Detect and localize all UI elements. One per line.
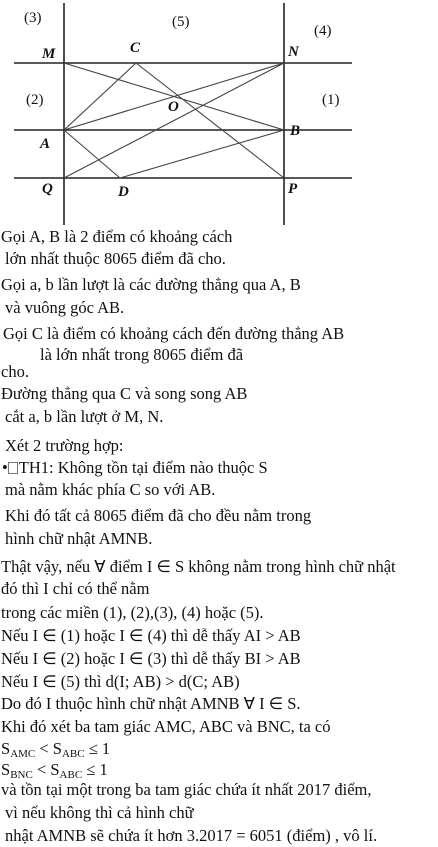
inequality-bnc (1, 760, 108, 779)
text-line-15: Thật vậy, nếu ∀ điểm I ∈ S không nằm trong hình chữ nhật (1, 557, 396, 576)
point-label-b: B (290, 123, 301, 139)
text-line-19: Nếu I ∈ (2) hoặc I ∈ (3) thì dễ thấy BI > AB (1, 649, 301, 668)
text-line-17: trong các miền (1), (2),(3), (4) hoặc (5). (1, 603, 264, 622)
inequality-amc (1, 739, 110, 758)
point-label-a: A (40, 136, 51, 152)
less-than-s: < S (35, 739, 62, 758)
text-line-21: Do đó I thuộc hình chữ nhật AMNB ∀ I ∈ S. (1, 694, 301, 713)
area-symbol: S (1, 760, 11, 779)
text-line-2: lớn nhất thuộc 8065 điểm đã cho. (5, 249, 226, 268)
text-line-16: đó thì I chỉ có thể nằm (1, 579, 150, 598)
point-label-m: M (42, 46, 56, 62)
text-line-18: Nếu I ∈ (1) hoặc I ∈ (4) thì dễ thấy AI > AB (1, 626, 301, 645)
text-line-20: Nếu I ∈ (5) thì d(I; AB) > d(C; AB) (1, 672, 240, 691)
text-line-27: nhật AMNB sẽ chứa ít hơn 3.2017 = 6051 (điểm) , vô lí. (5, 826, 378, 845)
text-line-10: Xét 2 trường hợp: (5, 436, 124, 455)
text-line-7: cho. (1, 362, 29, 381)
text-line-12: mà nằm khác phía C so với AB. (5, 480, 216, 499)
segment-c-a (64, 63, 136, 130)
text-line-5: Gọi C là điểm có khoảng cách đến đường thẳng AB (3, 324, 345, 343)
text-line-14: hình chữ nhật AMNB. (5, 529, 153, 548)
point-label-d: D (118, 184, 129, 200)
segment-c-p (136, 63, 284, 178)
point-label-o: O (168, 99, 179, 115)
region-label-4: (4) (314, 23, 332, 39)
region-label-3: (3) (24, 10, 42, 26)
region-label-1: (1) (322, 92, 340, 108)
checkbox-glyph (8, 462, 18, 474)
text-line-13: Khi đó tất cả 8065 điểm đã cho đều nằm trong (5, 506, 312, 525)
le-one: ≤ 1 (82, 760, 108, 779)
subscript-bnc: BNC (10, 769, 33, 781)
subscript-abc: ABC (61, 748, 85, 760)
segment-d-b (120, 130, 284, 178)
text-line-3: Gọi a, b lần lượt là các đường thẳng qua A, B (1, 275, 301, 294)
point-label-p: P (288, 181, 298, 197)
geometry-figure (0, 0, 438, 228)
point-label-n: N (288, 44, 299, 60)
bullet: • (2, 458, 8, 477)
text-line-4: và vuông góc AB. (5, 298, 125, 317)
point-label-q: Q (42, 181, 53, 197)
text-line-9: cắt a, b lần lượt ở M, N. (5, 407, 164, 426)
text-line-8: Đường thẳng qua C và song song AB (1, 384, 248, 403)
text-line-6: là lớn nhất trong 8065 điểm đã (40, 345, 244, 364)
text-line-25: và tồn tại một trong ba tam giác chứa ít nhất 2017 điểm, (1, 780, 372, 799)
point-label-c: C (130, 40, 141, 56)
region-label-5: (5) (172, 14, 190, 30)
area-symbol: S (1, 739, 11, 758)
less-than-s: < S (32, 760, 60, 779)
text-line-26: vì nếu không thì cả hình chữ (5, 803, 194, 822)
case-1-heading: TH1: Không tồn tại điểm nào thuộc S (18, 458, 268, 477)
segment-a-d (64, 130, 120, 178)
subscript-amc: AMC (10, 748, 36, 760)
text-line-11 (2, 458, 268, 477)
text-line-1: Gọi A, B là 2 điểm có khoảng cách (1, 227, 233, 246)
text-line-22: Khi đó xét ba tam giác AMC, ABC và BNC, ta có (1, 717, 331, 736)
subscript-abc: ABC (59, 769, 83, 781)
region-label-2: (2) (26, 92, 44, 108)
le-one: ≤ 1 (84, 739, 111, 758)
